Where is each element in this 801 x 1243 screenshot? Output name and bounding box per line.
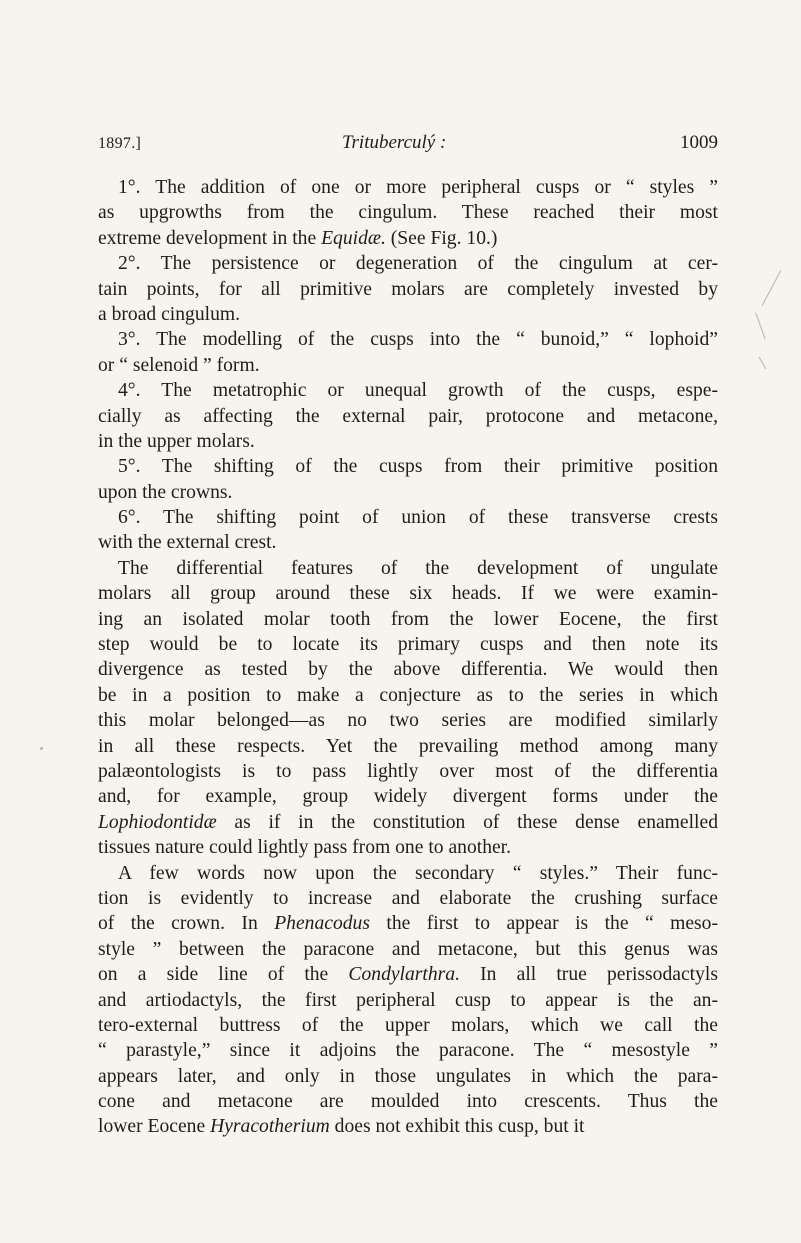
- italic-term: Phenacodus: [274, 913, 370, 935]
- text-run: step would be to locate its primary cusps and then note its: [98, 634, 718, 656]
- text-run: lower Eocene: [98, 1116, 211, 1138]
- text-line: [98, 759, 718, 784]
- text-line: [98, 505, 718, 530]
- text-run: divergence as tested by the above differentia. We would then: [98, 659, 718, 681]
- text-run: as if in the constitution of these dense enamelled: [216, 811, 718, 833]
- text-line: [98, 378, 718, 403]
- text-line: [98, 404, 718, 429]
- text-line: [98, 530, 718, 555]
- running-head-year: 1897.]: [98, 135, 142, 152]
- text-line: [98, 480, 718, 505]
- text-line: [98, 200, 718, 225]
- text-run: A few words now upon the secondary “ styles.” Their func-: [118, 862, 718, 884]
- italic-term: Hyracotherium: [210, 1116, 330, 1138]
- text-run: The differential features of the development of ungulate: [118, 557, 718, 579]
- text-line: [98, 1013, 718, 1038]
- body-text: [98, 175, 718, 1140]
- margin-mark: [755, 313, 766, 340]
- text-run: the first to appear is the “ meso-: [369, 913, 718, 935]
- running-head: [98, 132, 718, 158]
- text-line: [98, 962, 718, 987]
- text-run: 3°. The modelling of the cusps into the “ bunoid,” “ lophoid”: [118, 329, 718, 351]
- text-line: [98, 1038, 718, 1063]
- text-run: with the external crest.: [98, 532, 277, 554]
- text-line: [98, 911, 718, 936]
- italic-term: Lophiodontidæ: [98, 811, 217, 833]
- running-head-title: Trituberculý :: [342, 132, 447, 153]
- margin-mark: [40, 747, 43, 750]
- text-run: “ parastyle,” since it adjoins the paracone. The “ mesostyle ”: [98, 1040, 718, 1062]
- text-run: and, for example, group widely divergent forms under the: [98, 786, 718, 808]
- text-line: [98, 784, 718, 809]
- text-run: or “ selenoid ” form.: [98, 354, 260, 376]
- text-run: tissues nature could lightly pass from one to another.: [98, 837, 512, 859]
- text-line: [98, 454, 718, 479]
- text-run: and artiodactyls, the first peripheral cusp to appear is the an-: [98, 989, 718, 1011]
- text-line: [98, 810, 718, 835]
- text-run: In all true perissodactyls: [460, 964, 718, 986]
- text-run: (See Fig. 10.): [385, 227, 498, 249]
- margin-mark: [762, 270, 782, 306]
- text-line: [98, 886, 718, 911]
- text-run: extreme development in the: [98, 227, 322, 249]
- text-line: [98, 607, 718, 632]
- text-run: cially as affecting the external pair, protocone and metacone,: [98, 405, 718, 427]
- text-run: 6°. The shifting point of union of these transverse crests: [118, 507, 718, 529]
- page-number: 1009: [680, 132, 718, 153]
- margin-mark: [759, 357, 767, 370]
- text-line: [98, 632, 718, 657]
- text-run: upon the crowns.: [98, 481, 233, 503]
- text-run: appears later, and only in those ungulates in which the para-: [98, 1065, 718, 1087]
- text-line: [98, 708, 718, 733]
- text-run: in the upper molars.: [98, 430, 255, 452]
- text-run: tain points, for all primitive molars are completely invested by: [98, 278, 718, 300]
- text-run: molars all group around these six heads. If we were examin-: [98, 583, 718, 605]
- text-line: [98, 988, 718, 1013]
- text-line: [98, 937, 718, 962]
- text-run: 5°. The shifting of the cusps from their primitive position: [118, 456, 718, 478]
- text-run: ing an isolated molar tooth from the lower Eocene, the first: [98, 608, 718, 630]
- text-run: 1°. The addition of one or more peripheral cusps or “ styles ”: [118, 177, 718, 198]
- text-line: [98, 1089, 718, 1114]
- text-line: [98, 175, 718, 200]
- text-run: style ” between the paracone and metacone, but this genus was: [98, 938, 718, 960]
- text-line: [98, 353, 718, 378]
- text-line: [98, 835, 718, 860]
- italic-term: Condylarthra.: [348, 964, 460, 986]
- text-line: [98, 581, 718, 606]
- text-run: in all these respects. Yet the prevailing method among many: [98, 735, 718, 757]
- text-line: [98, 556, 718, 581]
- text-run: on a side line of the: [98, 964, 349, 986]
- text-line: [98, 429, 718, 454]
- text-line: [98, 226, 718, 251]
- text-run: be in a position to make a conjecture as to the series in which: [98, 684, 718, 706]
- text-line: [98, 734, 718, 759]
- text-run: this molar belonged—as no two series are modified similarly: [98, 710, 718, 732]
- text-run: tion is evidently to increase and elaborate the crushing surface: [98, 887, 718, 909]
- text-run: does not exhibit this cusp, but it: [329, 1116, 585, 1138]
- text-run: as upgrowths from the cingulum. These reached their most: [98, 202, 718, 224]
- text-run: 4°. The metatrophic or unequal growth of the cusps, espe-: [118, 380, 718, 402]
- text-line: [98, 861, 718, 886]
- text-line: [98, 683, 718, 708]
- text-line: [98, 1064, 718, 1089]
- text-line: [98, 1114, 718, 1139]
- text-line: [98, 327, 718, 352]
- text-run: palæontologists is to pass lightly over most of the differentia: [98, 760, 718, 782]
- text-line: [98, 277, 718, 302]
- text-line: [98, 251, 718, 276]
- text-run: 2°. The persistence or degeneration of the cingulum at cer-: [118, 253, 718, 275]
- text-run: cone and metacone are moulded into crescents. Thus the: [98, 1091, 718, 1113]
- italic-term: Equidæ.: [321, 227, 386, 249]
- text-line: [98, 657, 718, 682]
- text-run: tero-external buttress of the upper molars, which we call the: [98, 1014, 718, 1036]
- text-line: [98, 302, 718, 327]
- text-run: a broad cingulum.: [98, 303, 241, 325]
- text-run: of the crown. In: [98, 913, 275, 935]
